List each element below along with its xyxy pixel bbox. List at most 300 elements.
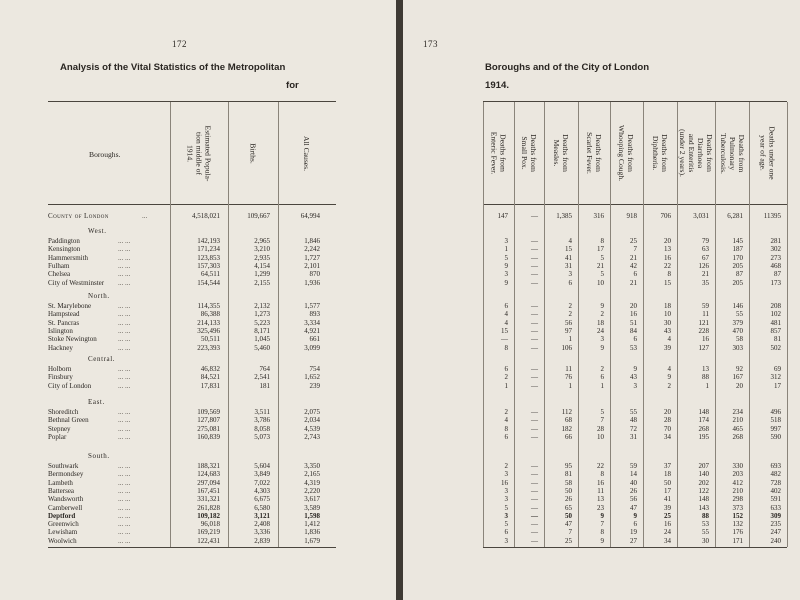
borough-name: Holborn bbox=[48, 365, 72, 373]
scarlet-fever-cell: 10 bbox=[597, 432, 604, 441]
diphtheria-cell: 34 bbox=[664, 536, 671, 545]
births-cell: 3,210 bbox=[254, 245, 270, 254]
deaths-under-one-year-cell: 240 bbox=[770, 536, 781, 545]
all-causes-cell: 3,617 bbox=[304, 495, 320, 504]
whooping-cough-cell: 16 bbox=[630, 310, 637, 319]
diphtheria-cell: 10 bbox=[664, 310, 671, 319]
population-cell: 109,182 bbox=[197, 511, 220, 520]
pulmonary-tuberculosis-cell: 379 bbox=[732, 318, 743, 327]
leader-dots: ... ... bbox=[118, 462, 131, 470]
leader-dots: ... ... bbox=[118, 270, 131, 279]
diphtheria-cell: 39 bbox=[664, 343, 671, 352]
column-header-enteric-fever bbox=[483, 102, 514, 204]
pulmonary-tuberculosis-cell: 176 bbox=[732, 528, 743, 537]
diphtheria-cell: 70 bbox=[664, 424, 671, 433]
births-cell: 2,132 bbox=[254, 302, 270, 310]
diphtheria-cell: 50 bbox=[664, 478, 671, 487]
table-rule-bottom-right bbox=[483, 547, 787, 548]
leader-dots: ... ... bbox=[118, 365, 131, 373]
enteric-fever-cell: 8 bbox=[504, 424, 508, 433]
measles-cell: 95 bbox=[565, 462, 572, 470]
column-divider-right-9 bbox=[787, 102, 788, 547]
county-label: County of London bbox=[48, 212, 109, 220]
scarlet-fever-cell: 7 bbox=[600, 520, 604, 529]
leader-dots: ... ... bbox=[118, 478, 131, 487]
scarlet-fever-cell: 2 bbox=[600, 310, 604, 319]
diarrhoea-enteritis-cell: 122 bbox=[698, 486, 709, 495]
deaths-under-one-year-cell: 87 bbox=[774, 270, 781, 279]
all-causes-cell: 4,921 bbox=[304, 326, 320, 335]
population-cell: 122,431 bbox=[197, 536, 220, 545]
enteric-fever-cell: 4 bbox=[504, 416, 508, 425]
population-cell: 160,839 bbox=[197, 432, 220, 441]
measles-cell: 50 bbox=[565, 486, 572, 495]
measles-cell: 3 bbox=[568, 270, 572, 279]
deaths-under-one-year-cell: 590 bbox=[770, 432, 781, 441]
all-causes-cell: 1,679 bbox=[304, 536, 320, 545]
scarlet-fever-cell: 8 bbox=[600, 470, 604, 479]
diarrhoea-enteritis-cell: 140 bbox=[698, 470, 709, 479]
column-header-text: Births. bbox=[248, 142, 258, 164]
leader-dots: ... ... bbox=[118, 470, 131, 479]
table-heading-right: Boroughs and of the City of London bbox=[485, 62, 650, 73]
diphtheria-cell: 41 bbox=[664, 495, 671, 504]
leader-dots: ... ... bbox=[118, 253, 131, 262]
deaths-under-one-year-cell: 309 bbox=[770, 511, 781, 520]
enteric-fever-cell: 1 bbox=[504, 381, 508, 390]
column-header-boroughs: Boroughs. bbox=[89, 150, 121, 159]
column-header-text: Estimated Popula- tion middle of 1914. bbox=[185, 125, 213, 181]
pulmonary-tuberculosis-cell: 203 bbox=[732, 470, 743, 479]
births-cell: 5,073 bbox=[254, 432, 270, 441]
population-cell: 17,831 bbox=[200, 381, 220, 390]
diarrhoea-enteritis-cell: 13 bbox=[702, 365, 709, 373]
column-header-all-causes bbox=[278, 102, 336, 204]
all-causes-cell: 2,034 bbox=[304, 416, 320, 425]
measles-cell: 66 bbox=[565, 432, 572, 441]
scarlet-fever-cell: 9 bbox=[600, 536, 604, 545]
pulmonary-tuberculosis-cell: 210 bbox=[732, 486, 743, 495]
leader-dots: ... ... bbox=[118, 326, 131, 335]
enteric-fever-cell: 6 bbox=[504, 302, 508, 310]
leader-dots: ... ... bbox=[118, 511, 131, 520]
whooping-cough-cell: 31 bbox=[630, 432, 637, 441]
enteric-fever-cell: 1 bbox=[504, 245, 508, 254]
whooping-cough-cell: 19 bbox=[630, 528, 637, 537]
column-header-deaths-under-one-year bbox=[749, 102, 787, 204]
borough-name: Shoreditch bbox=[48, 408, 79, 416]
enteric-fever-cell: 9 bbox=[504, 261, 508, 270]
measles-cell: 1 bbox=[568, 381, 572, 390]
diarrhoea-enteritis-cell: 67 bbox=[702, 253, 709, 262]
diphtheria-cell: 34 bbox=[664, 432, 671, 441]
enteric-fever-cell: 15 bbox=[501, 326, 508, 335]
diphtheria-cell: 16 bbox=[664, 253, 671, 262]
measles-cell: 41 bbox=[565, 253, 572, 262]
pulmonary-tuberculosis-cell: 470 bbox=[732, 326, 743, 335]
births-cell: 764 bbox=[259, 365, 270, 373]
borough-name: Stoke Newington bbox=[48, 335, 97, 344]
population-cell: 167,451 bbox=[197, 486, 220, 495]
diarrhoea-enteritis-cell: 148 bbox=[698, 408, 709, 416]
leader-dots: ... ... bbox=[118, 381, 131, 390]
all-causes-cell: 661 bbox=[309, 335, 320, 344]
diphtheria-cell: 37 bbox=[664, 462, 671, 470]
small-pox-cell: — bbox=[531, 511, 538, 520]
deaths-under-one-year-cell: 728 bbox=[770, 478, 781, 487]
borough-name: Finsbury bbox=[48, 373, 73, 382]
births-cell: 181 bbox=[259, 381, 270, 390]
all-causes-cell: 3,334 bbox=[304, 318, 320, 327]
leader-dots: ... ... bbox=[118, 237, 131, 245]
borough-name: City of London bbox=[48, 381, 92, 390]
diphtheria-cell: 9 bbox=[667, 373, 671, 382]
whooping-cough-cell: 918 bbox=[626, 212, 637, 220]
whooping-cough-cell: 84 bbox=[630, 326, 637, 335]
diphtheria-cell: 4 bbox=[667, 335, 671, 344]
small-pox-cell: — bbox=[531, 245, 538, 254]
pulmonary-tuberculosis-cell: 205 bbox=[732, 278, 743, 287]
whooping-cough-cell: 47 bbox=[630, 503, 637, 512]
population-cell: 297,094 bbox=[197, 478, 220, 487]
births-cell: 2,965 bbox=[254, 237, 270, 245]
pulmonary-tuberculosis-cell: 170 bbox=[732, 253, 743, 262]
population-cell: 157,303 bbox=[197, 261, 220, 270]
pulmonary-tuberculosis-cell: 92 bbox=[736, 365, 743, 373]
scarlet-fever-cell: 316 bbox=[593, 212, 604, 220]
diarrhoea-enteritis-cell: 121 bbox=[698, 318, 709, 327]
borough-name: Hackney bbox=[48, 343, 73, 352]
enteric-fever-cell: 3 bbox=[504, 486, 508, 495]
population-cell: 46,832 bbox=[200, 365, 220, 373]
population-cell: 171,234 bbox=[197, 245, 220, 254]
borough-name: Paddington bbox=[48, 237, 80, 245]
whooping-cough-cell: 53 bbox=[630, 343, 637, 352]
table-rule-header-right bbox=[483, 204, 787, 205]
diphtheria-cell: 22 bbox=[664, 261, 671, 270]
deaths-under-one-year-cell: 402 bbox=[770, 486, 781, 495]
leader-dots: ... ... bbox=[118, 343, 131, 352]
births-cell: 4,303 bbox=[254, 486, 270, 495]
diarrhoea-enteritis-cell: 53 bbox=[702, 520, 709, 529]
births-cell: 2,839 bbox=[254, 536, 270, 545]
deaths-under-one-year-cell: 273 bbox=[770, 253, 781, 262]
population-cell: 64,511 bbox=[201, 270, 220, 279]
enteric-fever-cell: 9 bbox=[504, 278, 508, 287]
diphtheria-cell: 8 bbox=[667, 270, 671, 279]
small-pox-cell: — bbox=[531, 212, 538, 220]
population-cell: 123,853 bbox=[197, 253, 220, 262]
all-causes-cell: 2,101 bbox=[304, 261, 320, 270]
enteric-fever-cell: 2 bbox=[504, 462, 508, 470]
small-pox-cell: — bbox=[531, 470, 538, 479]
scarlet-fever-cell: 13 bbox=[597, 495, 604, 504]
deaths-under-one-year-cell: 69 bbox=[774, 365, 781, 373]
borough-name: Chelsea bbox=[48, 270, 71, 279]
all-causes-cell: 1,846 bbox=[304, 237, 320, 245]
deaths-under-one-year-cell: 502 bbox=[770, 343, 781, 352]
scarlet-fever-cell: 1 bbox=[600, 381, 604, 390]
small-pox-cell: — bbox=[531, 365, 538, 373]
diarrhoea-enteritis-cell: 143 bbox=[698, 503, 709, 512]
measles-cell: 65 bbox=[565, 503, 572, 512]
measles-cell: 1,385 bbox=[556, 212, 572, 220]
column-header-pulmonary-tuberculosis bbox=[715, 102, 749, 204]
births-cell: 3,849 bbox=[254, 470, 270, 479]
births-cell: 8,058 bbox=[254, 424, 270, 433]
pulmonary-tuberculosis-cell: 132 bbox=[732, 520, 743, 529]
column-header-text: Deaths from Whooping Cough. bbox=[617, 124, 636, 182]
all-causes-cell: 2,075 bbox=[304, 408, 320, 416]
whooping-cough-cell: 48 bbox=[630, 416, 637, 425]
diarrhoea-enteritis-cell: 88 bbox=[702, 373, 709, 382]
pulmonary-tuberculosis-cell: 145 bbox=[732, 237, 743, 245]
whooping-cough-cell: 6 bbox=[633, 520, 637, 529]
diarrhoea-enteritis-cell: 11 bbox=[702, 310, 709, 319]
population-cell: 96,018 bbox=[200, 520, 220, 529]
measles-cell: 31 bbox=[565, 261, 572, 270]
all-causes-cell: 2,165 bbox=[304, 470, 320, 479]
births-cell: 3,121 bbox=[254, 511, 270, 520]
column-header-whooping-cough bbox=[610, 102, 643, 204]
borough-name: Southwark bbox=[48, 462, 79, 470]
all-causes-cell: 4,539 bbox=[304, 424, 320, 433]
borough-name: City of Westminster bbox=[48, 278, 105, 287]
births-cell: 1,273 bbox=[254, 310, 270, 319]
borough-name: Hampstead bbox=[48, 310, 80, 319]
enteric-fever-cell: 147 bbox=[497, 212, 508, 220]
page-number-right: 173 bbox=[423, 39, 438, 49]
scarlet-fever-cell: 5 bbox=[600, 270, 604, 279]
scarlet-fever-cell: 5 bbox=[600, 253, 604, 262]
section-heading: Central. bbox=[88, 355, 116, 363]
diarrhoea-enteritis-cell: 3,031 bbox=[693, 212, 709, 220]
pulmonary-tuberculosis-cell: 268 bbox=[732, 432, 743, 441]
enteric-fever-cell: 2 bbox=[504, 373, 508, 382]
scarlet-fever-cell: 5 bbox=[600, 408, 604, 416]
scarlet-fever-cell: 3 bbox=[600, 335, 604, 344]
whooping-cough-cell: 27 bbox=[630, 536, 637, 545]
population-cell: 325,496 bbox=[197, 326, 220, 335]
column-header-text: All Causes. bbox=[302, 135, 312, 171]
population-cell: 223,393 bbox=[197, 343, 220, 352]
small-pox-cell: — bbox=[531, 432, 538, 441]
measles-cell: 81 bbox=[565, 470, 572, 479]
small-pox-cell: — bbox=[531, 478, 538, 487]
pulmonary-tuberculosis-cell: 210 bbox=[732, 416, 743, 425]
deaths-under-one-year-cell: 17 bbox=[774, 381, 781, 390]
scarlet-fever-cell: 10 bbox=[597, 278, 604, 287]
scarlet-fever-cell: 9 bbox=[600, 511, 604, 520]
all-causes-cell: 754 bbox=[309, 365, 320, 373]
deaths-under-one-year-cell: 235 bbox=[770, 520, 781, 529]
deaths-under-one-year-cell: 496 bbox=[770, 408, 781, 416]
all-causes-cell: 2,743 bbox=[304, 432, 320, 441]
population-cell: 84,521 bbox=[200, 373, 220, 382]
diarrhoea-enteritis-cell: 63 bbox=[702, 245, 709, 254]
borough-name: Wandsworth bbox=[48, 495, 84, 504]
diarrhoea-enteritis-cell: 268 bbox=[698, 424, 709, 433]
diarrhoea-enteritis-cell: 127 bbox=[698, 343, 709, 352]
leader-dots: ... ... bbox=[118, 432, 131, 441]
scarlet-fever-cell: 8 bbox=[600, 237, 604, 245]
whooping-cough-cell: 3 bbox=[633, 381, 637, 390]
pulmonary-tuberculosis-cell: 298 bbox=[732, 495, 743, 504]
whooping-cough-cell: 6 bbox=[633, 335, 637, 344]
births-cell: 8,171 bbox=[254, 326, 270, 335]
column-header-text: Deaths from Enteric Fever. bbox=[489, 131, 508, 175]
births-cell: 2,155 bbox=[254, 278, 270, 287]
diarrhoea-enteritis-cell: 30 bbox=[702, 536, 709, 545]
borough-name: Hammersmith bbox=[48, 253, 89, 262]
diarrhoea-enteritis-cell: 195 bbox=[698, 432, 709, 441]
pulmonary-tuberculosis-cell: 87 bbox=[736, 270, 743, 279]
deaths-under-one-year-cell: 468 bbox=[770, 261, 781, 270]
pulmonary-tuberculosis-cell: 303 bbox=[732, 343, 743, 352]
population-cell: 169,219 bbox=[197, 528, 220, 537]
diarrhoea-enteritis-cell: 148 bbox=[698, 495, 709, 504]
leader-dots: ... ... bbox=[118, 310, 131, 319]
leader-dots: ... ... bbox=[118, 408, 131, 416]
small-pox-cell: — bbox=[531, 302, 538, 310]
all-causes-cell: 893 bbox=[309, 310, 320, 319]
small-pox-cell: — bbox=[531, 278, 538, 287]
diphtheria-cell: 28 bbox=[664, 416, 671, 425]
column-header-diphtheria bbox=[643, 102, 677, 204]
whooping-cough-cell: 9 bbox=[633, 365, 637, 373]
whooping-cough-cell: 25 bbox=[630, 237, 637, 245]
measles-cell: 11 bbox=[565, 365, 572, 373]
all-causes-cell: 2,220 bbox=[304, 486, 320, 495]
births-cell: 6,580 bbox=[254, 503, 270, 512]
pulmonary-tuberculosis-cell: 330 bbox=[732, 462, 743, 470]
leader-dots: ... ... bbox=[118, 278, 131, 287]
whooping-cough-cell: 9 bbox=[633, 511, 637, 520]
left-page bbox=[0, 0, 396, 600]
borough-name: Greenwich bbox=[48, 520, 79, 529]
column-header-text: Deaths from Diphtheria. bbox=[651, 134, 669, 172]
right-page bbox=[403, 0, 800, 600]
section-heading: South. bbox=[88, 452, 110, 460]
diarrhoea-enteritis-cell: 88 bbox=[702, 511, 709, 520]
diarrhoea-enteritis-cell: 79 bbox=[702, 237, 709, 245]
population-cell: 114,355 bbox=[197, 302, 220, 310]
births-cell: 2,541 bbox=[254, 373, 270, 382]
diphtheria-cell: 20 bbox=[664, 237, 671, 245]
deaths-under-one-year-cell: 81 bbox=[774, 335, 781, 344]
whooping-cough-cell: 21 bbox=[630, 253, 637, 262]
measles-cell: 15 bbox=[565, 245, 572, 254]
births-cell: 5,460 bbox=[254, 343, 270, 352]
small-pox-cell: — bbox=[531, 261, 538, 270]
column-header-measles bbox=[544, 102, 578, 204]
births-cell: 2,935 bbox=[254, 253, 270, 262]
diarrhoea-enteritis-cell: 174 bbox=[698, 416, 709, 425]
measles-cell: 68 bbox=[565, 416, 572, 425]
whooping-cough-cell: 14 bbox=[630, 470, 637, 479]
enteric-fever-cell: 3 bbox=[504, 270, 508, 279]
pulmonary-tuberculosis-cell: 205 bbox=[732, 261, 743, 270]
diarrhoea-enteritis-cell: 228 bbox=[698, 326, 709, 335]
enteric-fever-cell: 3 bbox=[504, 511, 508, 520]
births-cell: 3,786 bbox=[254, 416, 270, 425]
enteric-fever-cell: 5 bbox=[504, 503, 508, 512]
births-cell: 1,045 bbox=[254, 335, 270, 344]
small-pox-cell: — bbox=[531, 343, 538, 352]
measles-cell: 182 bbox=[561, 424, 572, 433]
borough-name: St. Pancras bbox=[48, 318, 80, 327]
whooping-cough-cell: 6 bbox=[633, 270, 637, 279]
deaths-under-one-year-cell: 11395 bbox=[763, 212, 781, 220]
scarlet-fever-cell: 21 bbox=[597, 261, 604, 270]
diphtheria-cell: 4 bbox=[667, 365, 671, 373]
enteric-fever-cell: 5 bbox=[504, 520, 508, 529]
small-pox-cell: — bbox=[531, 253, 538, 262]
column-header-text: Deaths from Pulmonary Tuberculosis. bbox=[718, 132, 746, 174]
whooping-cough-cell: 20 bbox=[630, 302, 637, 310]
population-cell: 86,388 bbox=[200, 310, 220, 319]
all-causes-cell: 870 bbox=[309, 270, 320, 279]
births-cell: 1,299 bbox=[254, 270, 270, 279]
all-causes-cell: 1,412 bbox=[304, 520, 320, 529]
pulmonary-tuberculosis-cell: 20 bbox=[736, 381, 743, 390]
all-causes-cell: 3,589 bbox=[304, 503, 320, 512]
enteric-fever-cell: — bbox=[501, 335, 508, 344]
enteric-fever-cell: 2 bbox=[504, 408, 508, 416]
column-header-text: Deaths from Small Pox. bbox=[520, 134, 538, 172]
table-rule-header-left bbox=[48, 204, 336, 205]
small-pox-cell: — bbox=[531, 373, 538, 382]
all-causes-cell: 1,577 bbox=[304, 302, 320, 310]
population-cell: 109,569 bbox=[197, 408, 220, 416]
small-pox-cell: — bbox=[531, 335, 538, 344]
measles-cell: 47 bbox=[565, 520, 572, 529]
scarlet-fever-cell: 8 bbox=[600, 528, 604, 537]
diphtheria-cell: 13 bbox=[664, 245, 671, 254]
section-heading: West. bbox=[88, 227, 107, 235]
births-cell: 6,675 bbox=[254, 495, 270, 504]
enteric-fever-cell: 3 bbox=[504, 237, 508, 245]
enteric-fever-cell: 5 bbox=[504, 253, 508, 262]
borough-name: St. Marylebone bbox=[48, 302, 92, 310]
diphtheria-cell: 24 bbox=[664, 528, 671, 537]
small-pox-cell: — bbox=[531, 237, 538, 245]
diphtheria-cell: 2 bbox=[667, 381, 671, 390]
borough-name: Lewisham bbox=[48, 528, 78, 537]
population-cell: 142,193 bbox=[197, 237, 220, 245]
whooping-cough-cell: 43 bbox=[630, 373, 637, 382]
scarlet-fever-cell: 28 bbox=[597, 424, 604, 433]
pulmonary-tuberculosis-cell: 167 bbox=[732, 373, 743, 382]
pulmonary-tuberculosis-cell: 55 bbox=[736, 310, 743, 319]
scarlet-fever-cell: 23 bbox=[597, 503, 604, 512]
deaths-under-one-year-cell: 633 bbox=[770, 503, 781, 512]
measles-cell: 112 bbox=[561, 408, 572, 416]
scarlet-fever-cell: 7 bbox=[600, 416, 604, 425]
borough-name: Kensington bbox=[48, 245, 81, 254]
population-cell: 214,133 bbox=[197, 318, 220, 327]
diphtheria-cell: 15 bbox=[664, 278, 671, 287]
deaths-under-one-year-cell: 518 bbox=[770, 416, 781, 425]
borough-name: Bethnal Green bbox=[48, 416, 89, 425]
scarlet-fever-cell: 24 bbox=[597, 326, 604, 335]
whooping-cough-cell: 59 bbox=[630, 462, 637, 470]
county-births: 109,667 bbox=[247, 212, 270, 220]
small-pox-cell: — bbox=[531, 486, 538, 495]
small-pox-cell: — bbox=[531, 424, 538, 433]
births-cell: 4,154 bbox=[254, 261, 270, 270]
enteric-fever-cell: 8 bbox=[504, 343, 508, 352]
